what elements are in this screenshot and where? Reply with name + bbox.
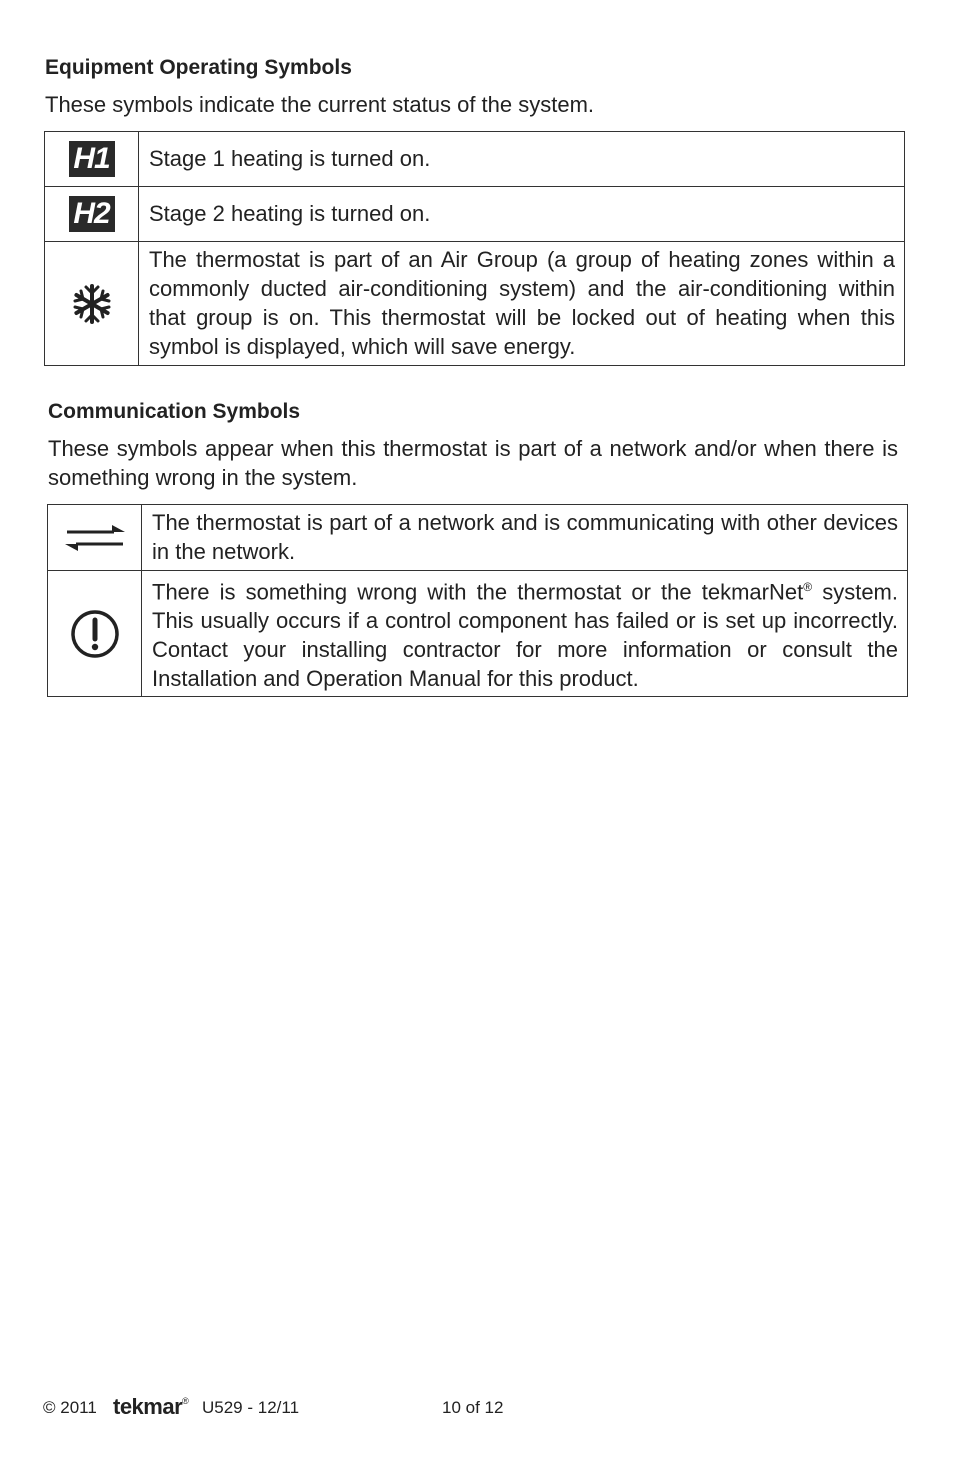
equipment-symbols-table: [44, 131, 905, 366]
communication-symbols-table: [47, 504, 908, 697]
icon-cell: [45, 242, 139, 366]
snowflake-icon: [71, 283, 113, 325]
table-row: [48, 571, 908, 697]
page-number: 10 of 12: [442, 1398, 504, 1417]
network-arrows-icon: [64, 523, 126, 553]
brand-registered-mark: ®: [182, 1396, 189, 1406]
table-row: [48, 505, 908, 571]
equipment-section-title: Equipment Operating Symbols: [45, 56, 352, 79]
brand-name: tekmar: [113, 1394, 183, 1419]
footer-copyright: © 2011: [43, 1398, 97, 1417]
h1-stage-1-heating-icon: H1: [69, 141, 115, 177]
symbol-description: The thermostat is part of an Air Group (a group of heating zones within a commonly ducted air-conditioning system) and the air-conditioning within that group is on. This thermostat will be locked out of heating when this symbol is displayed, which will save energy.: [139, 242, 905, 366]
table-row: [45, 132, 905, 187]
symbol-description: [142, 571, 908, 697]
document-code: U529 - 12/11: [202, 1398, 300, 1417]
icon-cell: [45, 187, 139, 242]
h2-stage-2-heating-icon: H2: [69, 196, 115, 232]
communication-section-title: Communication Symbols: [48, 400, 301, 423]
icon-cell: [48, 571, 142, 697]
symbol-description: The thermostat is part of a network and is communicating with other devices in the network.: [142, 505, 908, 571]
symbol-description: Stage 2 heating is turned on.: [139, 187, 905, 242]
symbol-description: Stage 1 heating is turned on.: [139, 132, 905, 187]
description-text-start: There is something wrong with the thermostat or the tekmarNet: [152, 579, 804, 605]
table-row: [45, 242, 905, 366]
icon-cell: [48, 505, 142, 571]
registered-mark: ®: [803, 580, 813, 594]
communication-intro: These symbols appear when this thermostat is part of a network and/or when there is something wrong in the system.: [48, 436, 898, 490]
tekmar-logo: [113, 1394, 189, 1420]
description-text-end: system. This usually occurs if a control component has failed or is set up incorrectly. Contact your installing contractor for more information or consult the Installation and Operation Manual for this product.: [152, 579, 898, 692]
equipment-intro: These symbols indicate the current status of the system.: [45, 92, 595, 117]
table-row: [45, 187, 905, 242]
exclamation-circle-icon: [70, 609, 120, 659]
icon-cell: [45, 132, 139, 187]
